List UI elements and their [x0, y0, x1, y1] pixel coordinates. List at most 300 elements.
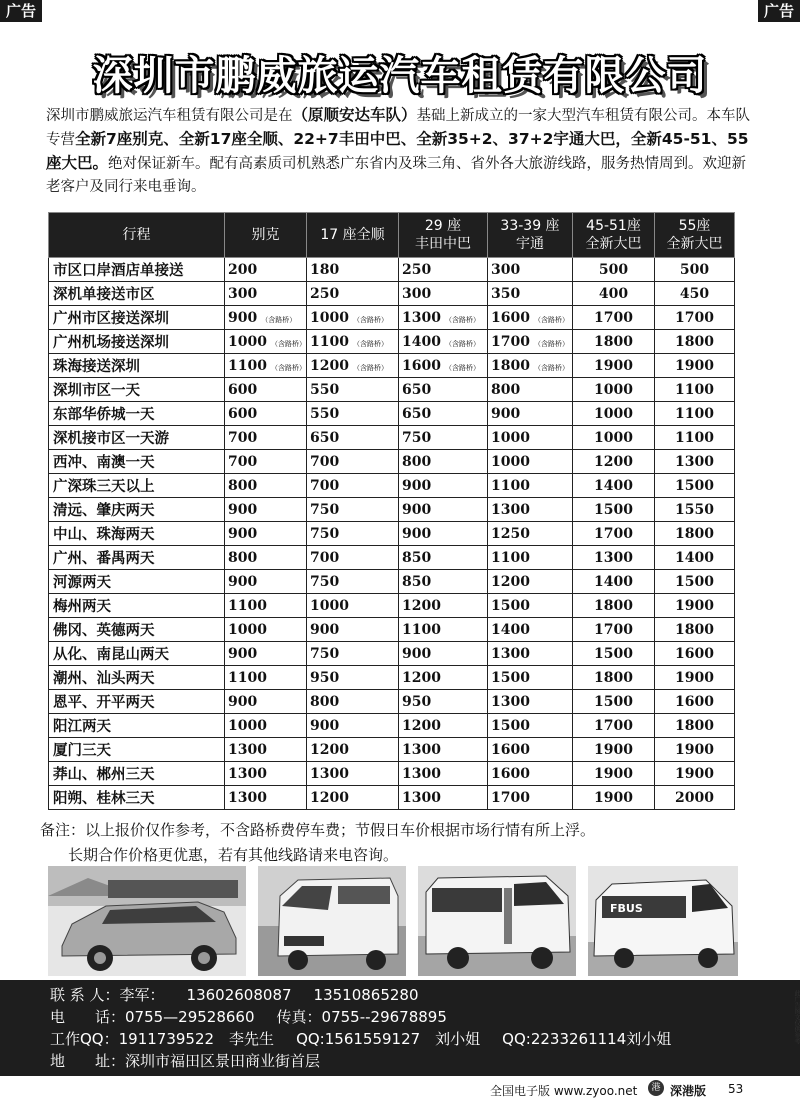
table-row — [49, 378, 735, 402]
price-cell — [225, 330, 307, 354]
route-cell: 潮州、汕头两天 — [49, 666, 225, 690]
price-cell — [573, 666, 655, 690]
vehicle-photos — [48, 866, 738, 976]
price-value: 1100 — [675, 429, 714, 446]
price-cell — [225, 690, 307, 714]
column-header-line-1: 33-39 座 — [500, 218, 560, 234]
price-value: 1300 — [228, 789, 267, 806]
price-cell — [225, 258, 307, 282]
price-cell — [655, 594, 735, 618]
price-cell — [573, 282, 655, 306]
price-cell — [399, 354, 488, 378]
price-value: 1700 — [675, 309, 714, 326]
remark-line-2: 长期合作价格更优惠，若有其他线路请来电咨询。 — [68, 846, 399, 864]
price-value: 750 — [310, 501, 340, 518]
price-value: 2000 — [675, 789, 714, 806]
price-cell — [399, 426, 488, 450]
route-cell: 中山、珠海两天 — [49, 522, 225, 546]
price-value: 500 — [679, 261, 710, 278]
price-value: 1600 — [491, 741, 530, 758]
price-cell — [488, 330, 573, 354]
price-cell — [307, 618, 399, 642]
price-cell — [655, 522, 735, 546]
price-cell — [655, 330, 735, 354]
price-value: 1600 — [402, 357, 441, 374]
price-value: 1600 — [491, 765, 530, 782]
price-value: 1900 — [675, 741, 714, 758]
price-value: 800 — [228, 549, 258, 566]
price-cell — [655, 474, 735, 498]
table-row — [49, 426, 735, 450]
price-value: 1200 — [402, 717, 441, 734]
price-value: 1550 — [675, 501, 714, 518]
price-value: 1300 — [402, 309, 441, 326]
price-cell — [488, 306, 573, 330]
price-value: 1600 — [675, 645, 714, 662]
price-value: 750 — [310, 573, 340, 590]
price-cell — [307, 666, 399, 690]
table-header-row — [49, 213, 735, 258]
toll-note: （含路桥） — [533, 315, 569, 324]
price-cell — [307, 258, 399, 282]
price-cell — [655, 618, 735, 642]
price-value: 750 — [310, 645, 340, 662]
price-cell — [655, 666, 735, 690]
price-value: 1400 — [675, 549, 714, 566]
price-cell — [225, 738, 307, 762]
price-value: 1000 — [228, 333, 267, 350]
price-value: 400 — [598, 285, 629, 302]
price-value: 900 — [228, 573, 258, 590]
price-cell — [225, 498, 307, 522]
route-cell: 广州机场接送深圳 — [49, 330, 225, 354]
price-value: 900 — [228, 525, 258, 542]
price-cell — [307, 594, 399, 618]
price-value: 1200 — [310, 741, 349, 758]
footer-edition: 深港版 — [670, 1084, 707, 1098]
price-cell — [399, 594, 488, 618]
bus-logo-text: FBUS — [610, 902, 643, 915]
price-cell — [655, 762, 735, 786]
price-value: 1300 — [675, 453, 714, 470]
intro-text-3: 绝对保证新车。配有高素质司机熟悉广东省内及珠三角、省外各大旅游线路，服务热情周到。欢迎新老客户及同行来电垂询。 — [46, 156, 747, 195]
price-cell — [488, 738, 573, 762]
price-value: 1900 — [594, 357, 633, 374]
price-cell — [573, 594, 655, 618]
price-value: 1700 — [594, 717, 633, 734]
table-body — [49, 258, 735, 810]
price-value: 350 — [491, 285, 521, 302]
price-value: 1700 — [594, 525, 633, 542]
price-value: 900 — [402, 525, 432, 542]
route-cell: 从化、南昆山两天 — [49, 642, 225, 666]
price-value: 800 — [491, 381, 521, 398]
price-value: 600 — [228, 405, 258, 422]
table-row — [49, 570, 735, 594]
price-cell — [225, 618, 307, 642]
column-header-line-1: 55座 — [678, 218, 711, 234]
price-value: 1200 — [491, 573, 530, 590]
toll-note: （含路桥） — [352, 315, 388, 324]
price-value: 1300 — [491, 645, 530, 662]
price-cell — [307, 450, 399, 474]
route-cell: 河源两天 — [49, 570, 225, 594]
price-value: 750 — [310, 525, 340, 542]
price-value: 1000 — [228, 717, 267, 734]
price-value: 900 — [228, 309, 258, 326]
price-cell — [488, 714, 573, 738]
price-cell — [573, 498, 655, 522]
price-cell — [399, 258, 488, 282]
price-cell — [655, 570, 735, 594]
price-cell — [488, 786, 573, 810]
price-value: 1900 — [675, 357, 714, 374]
ad-tag-right: 广告 — [758, 0, 800, 22]
price-cell — [655, 354, 735, 378]
price-cell — [488, 546, 573, 570]
price-value: 900 — [402, 645, 432, 662]
table-row — [49, 402, 735, 426]
price-value: 450 — [679, 285, 710, 302]
price-cell — [573, 426, 655, 450]
photo-toyota-coaster — [418, 866, 576, 976]
table-row — [49, 330, 735, 354]
price-value: 1200 — [310, 357, 349, 374]
price-value: 1200 — [310, 789, 349, 806]
photo-ford-transit — [258, 866, 406, 976]
price-cell — [573, 618, 655, 642]
table-row — [49, 258, 735, 282]
price-value: 700 — [228, 453, 258, 470]
price-value: 950 — [310, 669, 340, 686]
contact-tel-row — [50, 1006, 469, 1028]
table-row — [49, 618, 735, 642]
price-cell — [488, 426, 573, 450]
table-row — [49, 690, 735, 714]
column-header-line-2: 丰田中巴 — [415, 236, 471, 252]
price-cell — [399, 498, 488, 522]
price-cell — [488, 522, 573, 546]
route-cell: 清远、肇庆两天 — [49, 498, 225, 522]
price-cell — [488, 762, 573, 786]
photo-coach-bus — [588, 866, 738, 976]
price-value: 1700 — [594, 309, 633, 326]
intro-text-2: 基础上新成立的一家大型汽车租赁有限公司。本车队专营 — [46, 108, 751, 148]
price-cell — [399, 546, 488, 570]
table-row — [49, 762, 735, 786]
contact-qq-3: QQ:2233261114刘小姐 — [502, 1030, 672, 1048]
price-cell — [573, 786, 655, 810]
price-cell — [399, 330, 488, 354]
price-cell — [573, 522, 655, 546]
price-cell — [655, 786, 735, 810]
price-cell — [307, 498, 399, 522]
price-value: 1000 — [310, 309, 349, 326]
price-value: 1900 — [675, 669, 714, 686]
column-header — [655, 213, 735, 258]
route-cell: 阳朔、桂林三天 — [49, 786, 225, 810]
price-value: 1100 — [491, 549, 530, 566]
price-cell — [399, 402, 488, 426]
route-cell: 深机接市区一天游 — [49, 426, 225, 450]
price-value: 1300 — [310, 765, 349, 782]
price-value: 900 — [228, 645, 258, 662]
price-cell — [488, 450, 573, 474]
price-value: 1500 — [594, 645, 633, 662]
route-cell: 佛冈、英德两天 — [49, 618, 225, 642]
price-cell — [573, 354, 655, 378]
remark-line-1: 备注：以上报价仅作参考，不含路桥费停车费；节假日车价根据市场行情有所上浮。 — [40, 821, 596, 839]
contact-address: 地 址：深圳市福田区景田商业街首层 — [50, 1052, 321, 1070]
price-cell — [573, 450, 655, 474]
price-value: 1100 — [675, 381, 714, 398]
route-cell: 广州、番禺两天 — [49, 546, 225, 570]
table-row — [49, 450, 735, 474]
price-cell — [399, 738, 488, 762]
price-cell — [307, 474, 399, 498]
price-value: 800 — [402, 453, 432, 470]
contact-address-row — [50, 1050, 342, 1072]
price-cell — [573, 330, 655, 354]
column-header-line-1: 17 座全顺 — [320, 227, 385, 243]
price-value: 1500 — [491, 717, 530, 734]
company-intro — [46, 104, 758, 199]
price-cell — [307, 402, 399, 426]
contact-person-label: 联 系 人：李军： — [50, 986, 165, 1004]
price-value: 300 — [491, 261, 521, 278]
price-value: 1400 — [491, 621, 530, 638]
column-header-line-2: 全新大巴 — [666, 236, 723, 252]
price-cell — [399, 522, 488, 546]
price-cell — [573, 306, 655, 330]
price-cell — [399, 642, 488, 666]
price-value: 1100 — [675, 405, 714, 422]
price-cell — [307, 546, 399, 570]
price-value: 1100 — [228, 357, 267, 374]
price-cell — [399, 282, 488, 306]
price-cell — [307, 690, 399, 714]
price-value: 650 — [310, 429, 340, 446]
price-value: 550 — [310, 381, 340, 398]
price-cell — [225, 474, 307, 498]
price-value: 1100 — [310, 333, 349, 350]
price-cell — [488, 474, 573, 498]
price-value: 1300 — [402, 789, 441, 806]
price-cell — [307, 282, 399, 306]
route-cell: 广州市区接送深圳 — [49, 306, 225, 330]
price-cell — [307, 786, 399, 810]
price-cell — [307, 738, 399, 762]
intro-bold-1: （原顺安达车队） — [292, 106, 417, 124]
price-cell — [307, 570, 399, 594]
price-cell — [488, 618, 573, 642]
price-cell — [488, 354, 573, 378]
column-header-line-1: 行程 — [122, 227, 151, 243]
contact-phone-2[interactable]: 13510865280 — [313, 986, 419, 1004]
price-value: 1100 — [491, 477, 530, 494]
contact-person-row — [50, 984, 441, 1006]
page-number: 53 — [728, 1082, 744, 1096]
price-value: 900 — [402, 501, 432, 518]
route-cell: 阳江两天 — [49, 714, 225, 738]
price-cell — [225, 642, 307, 666]
toll-note: （含路桥） — [270, 339, 306, 348]
table-row — [49, 306, 735, 330]
table-row — [49, 282, 735, 306]
price-value: 700 — [310, 477, 340, 494]
route-cell: 莽山、郴州三天 — [49, 762, 225, 786]
price-value: 1400 — [594, 477, 633, 494]
price-cell — [488, 378, 573, 402]
column-header-line-1: 29 座 — [424, 218, 462, 234]
route-cell: 东部华侨城一天 — [49, 402, 225, 426]
price-value: 1500 — [491, 597, 530, 614]
price-cell — [225, 786, 307, 810]
route-cell: 市区口岸酒店单接送 — [49, 258, 225, 282]
route-cell: 厦门三天 — [49, 738, 225, 762]
price-value: 1800 — [675, 717, 714, 734]
price-value: 900 — [310, 621, 340, 638]
price-value: 500 — [598, 261, 629, 278]
column-header — [225, 213, 307, 258]
route-cell: 西冲、南澳一天 — [49, 450, 225, 474]
price-value: 1300 — [228, 741, 267, 758]
price-cell — [573, 570, 655, 594]
side-disclaimer: 此广告图文仅供参考 — [793, 990, 800, 1044]
price-value: 850 — [402, 573, 432, 590]
price-value: 1600 — [491, 309, 530, 326]
toll-note: （含路桥） — [352, 339, 388, 348]
price-value: 200 — [228, 261, 258, 278]
price-value: 1100 — [228, 669, 267, 686]
route-cell: 广深珠三天以上 — [49, 474, 225, 498]
price-cell — [307, 642, 399, 666]
price-value: 700 — [310, 453, 340, 470]
price-value: 900 — [228, 501, 258, 518]
price-value: 1250 — [491, 525, 530, 542]
price-cell — [307, 426, 399, 450]
price-value: 1100 — [228, 597, 267, 614]
price-cell — [307, 714, 399, 738]
price-value: 1700 — [491, 333, 530, 350]
price-value: 180 — [310, 261, 340, 278]
toll-note: （含路桥） — [533, 339, 569, 348]
intro-text-1: 深圳市鹏威旅运汽车租赁有限公司是在 — [46, 108, 293, 124]
price-cell — [573, 378, 655, 402]
price-value: 1500 — [594, 693, 633, 710]
price-value: 1100 — [402, 621, 441, 638]
contact-phone-1[interactable]: 13602608087 — [186, 986, 292, 1004]
price-cell — [399, 762, 488, 786]
price-value: 1300 — [594, 549, 633, 566]
price-value: 1000 — [594, 429, 633, 446]
price-cell — [573, 546, 655, 570]
price-cell — [488, 666, 573, 690]
price-cell — [399, 306, 488, 330]
price-cell — [655, 258, 735, 282]
table-row — [49, 474, 735, 498]
price-cell — [573, 258, 655, 282]
price-value: 1900 — [675, 765, 714, 782]
price-cell — [225, 306, 307, 330]
price-value: 1500 — [675, 573, 714, 590]
price-value: 300 — [402, 285, 432, 302]
price-cell — [399, 786, 488, 810]
column-header — [307, 213, 399, 258]
price-cell — [488, 402, 573, 426]
price-cell — [225, 666, 307, 690]
price-value: 1800 — [675, 525, 714, 542]
price-value: 1800 — [594, 597, 633, 614]
price-value: 750 — [402, 429, 432, 446]
price-cell — [307, 354, 399, 378]
toll-note: （含路桥） — [533, 363, 569, 372]
table-row — [49, 666, 735, 690]
column-header-line-1: 45-51座 — [586, 218, 641, 234]
price-value: 900 — [402, 477, 432, 494]
price-cell — [225, 378, 307, 402]
contact-fax: 传真：0755--29678895 — [276, 1008, 447, 1026]
price-cell — [399, 690, 488, 714]
price-value: 1300 — [491, 693, 530, 710]
column-header — [49, 213, 225, 258]
price-cell — [573, 402, 655, 426]
price-cell — [399, 714, 488, 738]
price-value: 1300 — [402, 741, 441, 758]
price-value: 1500 — [491, 669, 530, 686]
price-value: 1200 — [402, 597, 441, 614]
footer-site-link[interactable]: 全国电子版 www.zyoo.net — [490, 1084, 638, 1098]
contact-panel — [0, 980, 800, 1076]
price-cell — [399, 618, 488, 642]
price-value: 1900 — [594, 741, 633, 758]
route-cell: 深机单接送市区 — [49, 282, 225, 306]
ad-tag-left: 广告 — [0, 0, 42, 22]
column-header-line-2: 全新大巴 — [585, 236, 642, 252]
price-value: 550 — [310, 405, 340, 422]
toll-note: （含路桥） — [270, 363, 306, 372]
price-value: 700 — [228, 429, 258, 446]
price-cell — [573, 642, 655, 666]
contact-tel[interactable]: 电 话：0755—29528660 — [50, 1008, 255, 1026]
price-value: 1000 — [594, 405, 633, 422]
price-cell — [225, 354, 307, 378]
price-cell — [655, 450, 735, 474]
price-value: 1700 — [491, 789, 530, 806]
route-cell: 梅州两天 — [49, 594, 225, 618]
table-row — [49, 546, 735, 570]
price-value: 1800 — [594, 333, 633, 350]
price-cell — [655, 546, 735, 570]
price-cell — [225, 522, 307, 546]
price-value: 1400 — [594, 573, 633, 590]
price-cell — [225, 450, 307, 474]
company-title: 深圳市鹏威旅运汽车租赁有限公司 — [92, 52, 708, 99]
toll-note: （含路桥） — [444, 339, 480, 348]
price-value: 1800 — [675, 333, 714, 350]
price-value: 1000 — [491, 429, 530, 446]
table-row — [49, 786, 735, 810]
price-value: 650 — [402, 381, 432, 398]
price-value: 1200 — [594, 453, 633, 470]
column-header-line-1: 别克 — [251, 227, 280, 243]
price-cell — [225, 426, 307, 450]
price-value: 1200 — [402, 669, 441, 686]
toll-note: （含路桥） — [444, 363, 480, 372]
price-value: 250 — [402, 261, 432, 278]
price-value: 900 — [310, 717, 340, 734]
price-cell — [655, 282, 735, 306]
